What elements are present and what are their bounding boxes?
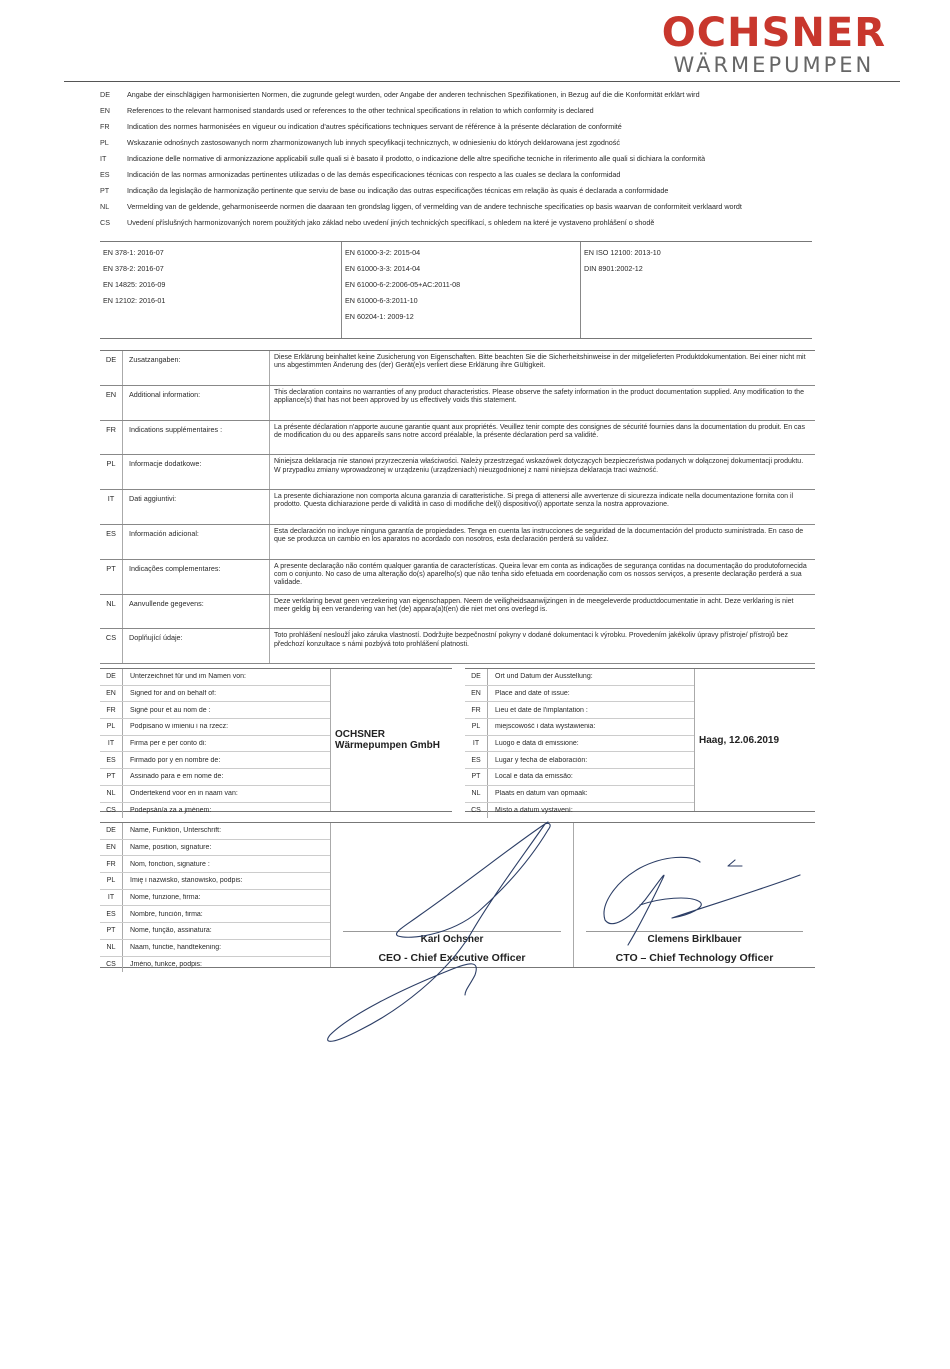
- lang-code: DE: [100, 669, 123, 685]
- signatory-ceo: [331, 823, 574, 967]
- field-label: Podpisano w imieniu i na rzecz:: [130, 723, 229, 731]
- company-line: Wärmepumpen GmbH: [335, 740, 441, 751]
- list-item: [100, 719, 330, 736]
- signatures-table: [100, 822, 815, 968]
- field-label: Plaats en datum van opmaak:: [495, 790, 588, 798]
- intro-row: [100, 102, 812, 118]
- list-item: [100, 840, 330, 857]
- field-label: Podepsán/a za a jménem:: [130, 806, 212, 814]
- info-text: Toto prohlášení nesloužÍ jako záruka vlastností. Dodržujte bezpečnostní pokyny v dodané dokumentaci k výrobku. Provedením jakékoliv úpravy přístroje/ přístrojů bez předchozí konzultace s námi pozbývá toto prohlášení platnosti.: [274, 632, 788, 648]
- signed-on-behalf-table: [100, 668, 452, 812]
- signatory-name: Clemens Birklbauer: [647, 934, 742, 945]
- label-list: [100, 669, 331, 814]
- lang-code: NL: [100, 202, 110, 212]
- standard-item: EN 378-1: 2016-07: [103, 248, 164, 257]
- list-item: [465, 686, 694, 703]
- field-label: Lugar y fecha de elaboración:: [495, 756, 588, 764]
- standards-column: [100, 242, 342, 338]
- lang-code: DE: [100, 89, 110, 99]
- lang-code: FR: [465, 702, 488, 718]
- company-name: [331, 669, 452, 811]
- lang-code: FR: [100, 856, 123, 872]
- field-label: Firmado por y en nombre de:: [130, 756, 221, 764]
- info-label: Indicações complementares:: [123, 560, 270, 594]
- signatory-role: CTO – Chief Technology Officer: [615, 952, 774, 964]
- lang-code: DE: [465, 669, 488, 685]
- lang-code: PT: [465, 769, 488, 785]
- intro-text: Angabe der einschlägigen harmonisierten Normen, die zugrunde gelegt wurden, oder Angabe der anderen technischen Spezifikationen, in Bezug auf die die Konformität erklärt wird: [127, 89, 700, 99]
- lang-code: IT: [100, 890, 123, 906]
- lang-code: EN: [100, 105, 110, 115]
- field-label: Signed for and on behalf of:: [130, 690, 217, 698]
- table-row: [100, 525, 815, 560]
- lang-code: PL: [100, 455, 123, 489]
- list-item: [100, 786, 330, 803]
- table-row: [100, 629, 815, 664]
- intro-text: Indicação da legislação de harmonização pertinente que serviu de base ou indicação das outras especificações técnicas em relação às quais é declarada a conformidade: [127, 186, 669, 196]
- list-item: [100, 957, 330, 973]
- lang-code: ES: [100, 170, 110, 180]
- list-item: [100, 923, 330, 940]
- standard-item: EN ISO 12100: 2013-10: [584, 248, 661, 257]
- lang-code: IT: [100, 736, 123, 752]
- field-label: miejscowość i data wystawienia:: [495, 723, 596, 731]
- standards-column: [581, 242, 812, 338]
- lang-code: ES: [100, 525, 123, 559]
- field-label: Nombre, función, firma:: [130, 910, 203, 918]
- standard-item: EN 60204-1: 2009-12: [345, 312, 414, 321]
- list-item: [465, 736, 694, 753]
- standard-item: EN 378-2: 2016-07: [103, 264, 164, 273]
- logo-name: OCHSNER: [661, 10, 886, 56]
- table-row: [100, 595, 815, 630]
- intro-row: [100, 86, 812, 102]
- standard-item: EN 61000-6-2:2006-05+AC:2011-08: [345, 280, 461, 289]
- info-label: Indications supplémentaires :: [123, 421, 270, 455]
- list-item: [465, 803, 694, 819]
- intro-row: [100, 150, 812, 166]
- standard-item: EN 61000-3-2: 2015-04: [345, 248, 421, 257]
- lang-code: DE: [100, 351, 123, 385]
- list-item: [100, 669, 330, 686]
- intro-text: Wskazanie odnośnych zastosowanych norm zharmonizowanych lub innych specyfikacji technicznych, w odniesieniu do których deklarowana jest zgodność: [127, 137, 620, 147]
- place-date-value: Haag, 12.06.2019: [699, 734, 780, 746]
- list-item: [100, 890, 330, 907]
- header-divider: [64, 81, 900, 82]
- field-label: Name, Funktion, Unterschrift:: [130, 827, 222, 835]
- lang-code: DE: [100, 823, 123, 839]
- lang-code: EN: [100, 386, 123, 420]
- list-item: [465, 786, 694, 803]
- intro-text: Indicación de las normas armonizadas pertinentes utilizadas o de las demás especificaciones técnicas con respecto a las cuales se declara la conformidad: [127, 170, 621, 180]
- list-item: [100, 856, 330, 873]
- lang-code: EN: [100, 686, 123, 702]
- field-label: Firma per e per conto di:: [130, 740, 207, 748]
- standards-intro: [100, 86, 812, 231]
- info-text: A presente declaração não contém qualquer garantia de características. Queira levar em conta as indicações de segurança contidas na documentação do produtofornecida com o conjunto. No caso de uma alteração do(s) aparelho(s) que não tenha sido efetuada em coordenação com os nossos serviços, a presente declaração perderá a sua validade.: [274, 562, 807, 587]
- intro-row: [100, 199, 812, 215]
- standard-item: EN 12102: 2016-01: [103, 296, 166, 305]
- table-row: [100, 386, 815, 421]
- list-item: [465, 769, 694, 786]
- lang-code: PL: [100, 137, 109, 147]
- lang-code: FR: [100, 421, 123, 455]
- field-label: Nome, função, assinatura:: [130, 927, 212, 935]
- lang-code: EN: [465, 686, 488, 702]
- intro-text: Indication des normes harmonisées en vigueur ou indication d'autres spécifications techniques servant de référence à la présente déclaration de conformité: [127, 121, 622, 131]
- lang-code: CS: [100, 803, 123, 819]
- intro-text: Vermelding van de geldende, geharmoniseerde normen die daaraan ten grondslag liggen, of vermelding van de andere technische specificaties op basis waarvan de conformiteit verklaard wordt: [127, 202, 742, 212]
- list-item: [100, 873, 330, 890]
- lang-code: NL: [465, 786, 488, 802]
- info-label: Zusatzangaben:: [123, 351, 270, 385]
- standard-item: EN 14825: 2016-09: [103, 280, 166, 289]
- lang-code: EN: [100, 840, 123, 856]
- intro-text: References to the relevant harmonised standards used or references to the other technical specifications in relation to which conformity is declared: [127, 105, 594, 115]
- field-label: Assinado para e em nome de:: [130, 773, 224, 781]
- standard-item: DIN 8901:2002-12: [584, 264, 643, 273]
- lang-code: CS: [465, 803, 488, 819]
- lang-code: PL: [100, 873, 123, 889]
- field-label: Naam, functie, handtekening:: [130, 944, 222, 952]
- company-logo: [662, 12, 886, 76]
- lang-code: PT: [100, 186, 110, 196]
- field-label: Lieu et date de l'implantation :: [495, 706, 588, 714]
- field-label: Nom, fonction, signature :: [130, 860, 210, 868]
- place-date-table: [465, 668, 815, 812]
- field-label: Ort und Datum der Ausstellung:: [495, 673, 593, 681]
- field-label: Unterzeichnet für und im Namen von:: [130, 673, 246, 681]
- signature-line: [586, 931, 803, 932]
- lang-code: FR: [100, 702, 123, 718]
- lang-code: CS: [100, 218, 110, 228]
- intro-text: Indicazione delle normative di armonizzazione applicabili sulle quali si è basato il prodotto, o indicazione delle altre specifiche tecniche in riferimento alle quali si dichiara la conformità: [127, 153, 706, 163]
- standard-item: EN 61000-3-3: 2014-04: [345, 264, 421, 273]
- table-row: [100, 421, 815, 456]
- signatory-name: Karl Ochsner: [420, 934, 484, 945]
- list-item: [465, 752, 694, 769]
- info-text: Esta declaración no incluye ninguna garantía de propiedades. Tenga en cuenta las instrucciones de seguridad de la documentación del producto suministrada. En caso de que se produzca un cambio en los aparatos no acordado con nosotros, esta declaración perderá su validez.: [274, 527, 804, 544]
- field-label: Signé pour et au nom de :: [130, 706, 211, 714]
- info-text: Niniejsza deklaracja nie stanowi przyrzeczenia właściwości. Należy przestrzegać wskazówek dotyczących bezpieczeństwa podanych w dołączonej dokumentacji produktu. W przypadku zmiany wprowadzonej w urządzeniu (urządzeniach) nieuzgodnionej z nami niniejsza deklaracja traci ważność.: [274, 458, 804, 474]
- info-label: Información adicional:: [123, 525, 270, 559]
- field-label: Místo a datum vystavení:: [495, 806, 573, 814]
- table-row: [100, 455, 815, 490]
- field-label: Luogo e data di emissione:: [495, 740, 579, 748]
- label-list: [100, 823, 331, 967]
- lang-code: FR: [100, 121, 110, 131]
- lang-code: IT: [465, 736, 488, 752]
- table-row: [100, 351, 815, 386]
- signatory-role: CEO - Chief Executive Officer: [378, 952, 526, 964]
- info-text: This declaration contains no warranties of any product characteristics. Please observe the safety information in the product documentation supplied. Any modification to the appliance(s) that has not been approved by us effectively voids this statement.: [274, 388, 804, 404]
- list-item: [465, 669, 694, 686]
- standard-item: EN 61000-6-3:2011-10: [345, 296, 418, 305]
- field-label: Name, position, signature:: [130, 844, 212, 852]
- list-item: [465, 719, 694, 736]
- field-label: Local e data da emissão:: [495, 773, 573, 781]
- info-label: Dati aggiuntivi:: [123, 490, 270, 524]
- field-label: Jméno, funkce, podpis:: [130, 960, 202, 968]
- lang-code: PL: [465, 719, 488, 735]
- list-item: [100, 752, 330, 769]
- lang-code: PT: [100, 560, 123, 594]
- list-item: [100, 940, 330, 957]
- list-item: [100, 803, 330, 819]
- info-label: Aanvullende gegevens:: [123, 595, 270, 629]
- lang-code: IT: [100, 153, 107, 163]
- field-label: Imię i nazwisko, stanowisko, podpis:: [130, 877, 243, 885]
- list-item: [100, 736, 330, 753]
- signature-line: [343, 931, 561, 932]
- field-label: Ondertekend voor en in naam van:: [130, 790, 238, 798]
- lang-code: NL: [100, 595, 123, 629]
- additional-info-table: [100, 350, 815, 664]
- list-item: [100, 823, 330, 840]
- intro-row: [100, 166, 812, 182]
- lang-code: ES: [100, 752, 123, 768]
- info-text: La présente déclaration n'apporte aucune garantie quant aux propriétés. Veuillez tenir compte des consignes de sécurité fournies dans la documentation du produit. En cas de modification du ou des appareils sans notre accord préalable, la présente déclaration perd sa validité.: [274, 423, 805, 439]
- company-line: OCHSNER: [335, 729, 386, 740]
- intro-row: [100, 118, 812, 134]
- standards-column: [342, 242, 581, 338]
- info-text: Diese Erklärung beinhaltet keine Zusicherung von Eigenschaften. Bitte beachten Sie die Sicherheitshinweise in der mitgelieferten Produktdokumentation. Bei einer nicht mit uns abgestimmten Änderung des (der) Gerät(e)s verliert diese Erklärung ihre Gültigkeit.: [274, 354, 806, 370]
- list-item: [100, 769, 330, 786]
- list-item: [100, 702, 330, 719]
- info-label: Informacje dodatkowe:: [123, 455, 270, 489]
- logo-subtitle: WÄRMEPUMPEN: [673, 53, 875, 77]
- standards-table: [100, 241, 812, 339]
- lang-code: PT: [100, 769, 123, 785]
- list-item: [100, 906, 330, 923]
- info-text: La presente dichiarazione non comporta alcuna garanzia di caratteristiche. Si prega di attenersi alle avvertenze di sicurezza indicate nella documentazione fornita con il prodotto. Questa dichiarazione perde di validità in caso di modifiche del(i) dispositivo(i) apportate senza la nostra approvazione.: [274, 493, 794, 509]
- field-label: Place and date of issue:: [495, 690, 570, 698]
- intro-row: [100, 183, 812, 199]
- table-row: [100, 490, 815, 525]
- lang-code: NL: [100, 940, 123, 956]
- info-text: Deze verklaring bevat geen verzekering van eigenschappen. Neem de veiligheidsaanwijzingen in de meegeleverde productdocumentatie in acht. Deze verklaring is niet meer geldig bij een verandering van het (de) appara(a)t(en) die niet met ons overlegd is.: [274, 597, 794, 613]
- info-label: Additional information:: [123, 386, 270, 420]
- info-label: Doplňující údaje:: [123, 629, 270, 663]
- signatory-cto: [574, 823, 815, 967]
- lang-code: IT: [100, 490, 123, 524]
- lang-code: CS: [100, 629, 123, 663]
- intro-row: [100, 215, 812, 231]
- lang-code: CS: [100, 957, 123, 973]
- lang-code: ES: [465, 752, 488, 768]
- field-label: Nome, funzione, firma:: [130, 894, 201, 902]
- lang-code: NL: [100, 786, 123, 802]
- label-list: [465, 669, 695, 814]
- lang-code: PL: [100, 719, 123, 735]
- lang-code: PT: [100, 923, 123, 939]
- intro-row: [100, 134, 812, 150]
- list-item: [100, 686, 330, 703]
- list-item: [465, 702, 694, 719]
- intro-text: Uvedení příslušných harmonizovaných norem použitých jako základ nebo uvedení jiných technických specifikací, s ohledem na které je vystaveno prohlášení o shodě: [127, 218, 655, 228]
- table-row: [100, 560, 815, 595]
- lang-code: ES: [100, 906, 123, 922]
